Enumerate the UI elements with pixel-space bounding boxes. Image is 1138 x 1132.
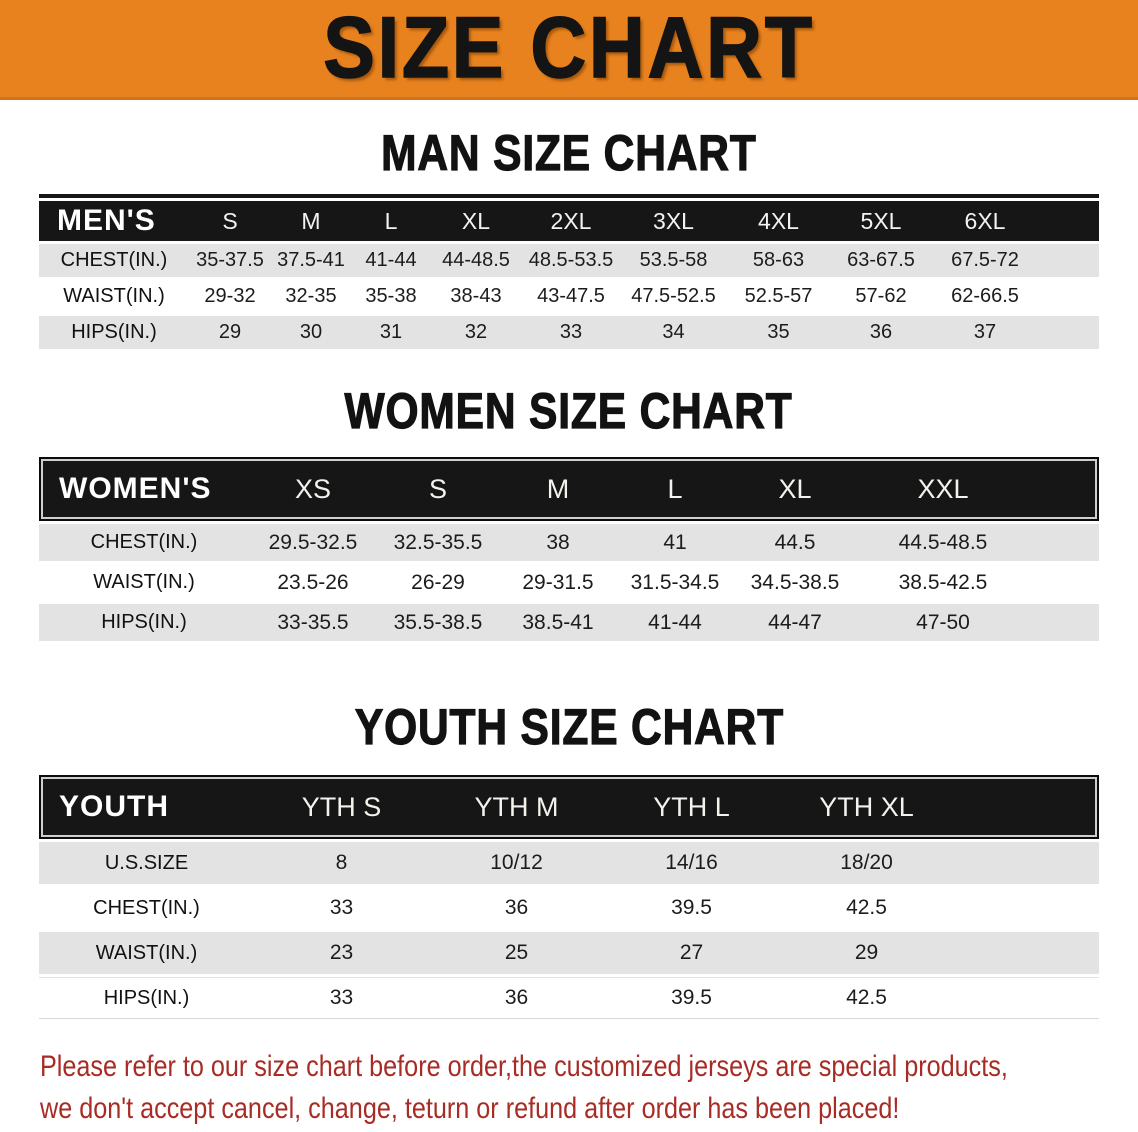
cell: 29-31.5 <box>499 564 617 601</box>
cell: 29 <box>779 932 954 974</box>
women-section-title-text: WOMEN SIZE CHART <box>344 383 794 439</box>
cell: 33 <box>521 316 621 349</box>
women-section-title <box>0 384 1138 438</box>
cell: 14/16 <box>604 842 779 884</box>
cell: 47.5-52.5 <box>621 280 726 313</box>
row-label: CHEST(IN.) <box>39 244 189 277</box>
cell: 18/20 <box>779 842 954 884</box>
spacer-cell <box>1029 564 1099 601</box>
cell: 39.5 <box>604 977 779 1019</box>
cell: 38.5-42.5 <box>857 564 1029 601</box>
cell: 53.5-58 <box>621 244 726 277</box>
table-row <box>39 842 1099 884</box>
cell: 34 <box>621 316 726 349</box>
row-label: HIPS(IN.) <box>39 316 189 349</box>
cell: 36 <box>429 887 604 929</box>
table-row <box>39 316 1099 349</box>
col-header: YTH M <box>429 775 604 839</box>
size-chart-banner <box>0 0 1138 100</box>
cell: 36 <box>831 316 931 349</box>
col-header: L <box>351 201 431 241</box>
youth-section-title-text: YOUTH SIZE CHART <box>354 699 784 755</box>
col-header: M <box>499 457 617 521</box>
cell: 23 <box>254 932 429 974</box>
cell: 26-29 <box>377 564 499 601</box>
cell: 31.5-34.5 <box>617 564 733 601</box>
spacer-cell <box>954 932 1099 974</box>
cell: 43-47.5 <box>521 280 621 313</box>
women-size-table <box>39 454 1099 644</box>
cell: 52.5-57 <box>726 280 831 313</box>
col-header: YTH L <box>604 775 779 839</box>
cell: 58-63 <box>726 244 831 277</box>
cell: 38.5-41 <box>499 604 617 641</box>
cell: 34.5-38.5 <box>733 564 857 601</box>
table-row <box>39 524 1099 561</box>
col-header: XL <box>733 457 857 521</box>
cell: 62-66.5 <box>931 280 1039 313</box>
spacer-cell <box>1039 244 1099 277</box>
cell: 32 <box>431 316 521 349</box>
cell: 48.5-53.5 <box>521 244 621 277</box>
cell: 33 <box>254 977 429 1019</box>
cell: 38 <box>499 524 617 561</box>
cell: 23.5-26 <box>249 564 377 601</box>
row-label: CHEST(IN.) <box>39 887 254 929</box>
col-header: YTH S <box>254 775 429 839</box>
cell: 37.5-41 <box>271 244 351 277</box>
men-section-title-text: MAN SIZE CHART <box>381 125 757 181</box>
cell: 29 <box>189 316 271 349</box>
table-row <box>39 977 1099 1019</box>
col-header: 3XL <box>621 201 726 241</box>
cell: 44.5 <box>733 524 857 561</box>
cell: 36 <box>429 977 604 1019</box>
cell: 35.5-38.5 <box>377 604 499 641</box>
cell: 32.5-35.5 <box>377 524 499 561</box>
men-size-table <box>39 194 1099 352</box>
cell: 35-38 <box>351 280 431 313</box>
youth-size-table <box>39 772 1099 1022</box>
cell: 63-67.5 <box>831 244 931 277</box>
cell: 67.5-72 <box>931 244 1039 277</box>
men-section-title <box>0 126 1138 180</box>
col-header: M <box>271 201 351 241</box>
cell: 39.5 <box>604 887 779 929</box>
cell: 44-47 <box>733 604 857 641</box>
men-table-label: MEN'S <box>39 201 189 241</box>
row-label: HIPS(IN.) <box>39 977 254 1019</box>
cell: 41 <box>617 524 733 561</box>
col-header: XL <box>431 201 521 241</box>
cell: 29.5-32.5 <box>249 524 377 561</box>
spacer-cell <box>954 887 1099 929</box>
spacer-cell <box>1039 280 1099 313</box>
table-row <box>39 932 1099 974</box>
row-label: WAIST(IN.) <box>39 564 249 601</box>
cell: 35-37.5 <box>189 244 271 277</box>
cell: 47-50 <box>857 604 1029 641</box>
cell: 25 <box>429 932 604 974</box>
women-header-row <box>39 457 1099 521</box>
table-row <box>39 280 1099 313</box>
cell: 57-62 <box>831 280 931 313</box>
table-row <box>39 887 1099 929</box>
table-row <box>39 244 1099 277</box>
cell: 32-35 <box>271 280 351 313</box>
col-header: YTH XL <box>779 775 954 839</box>
table-row <box>39 604 1099 641</box>
row-label: HIPS(IN.) <box>39 604 249 641</box>
col-header: S <box>377 457 499 521</box>
spacer-cell <box>1039 316 1099 349</box>
cell: 41-44 <box>617 604 733 641</box>
row-label: U.S.SIZE <box>39 842 254 884</box>
cell: 30 <box>271 316 351 349</box>
youth-table-label: YOUTH <box>39 775 254 839</box>
cell: 44-48.5 <box>431 244 521 277</box>
cell: 33-35.5 <box>249 604 377 641</box>
cell: 37 <box>931 316 1039 349</box>
cell: 33 <box>254 887 429 929</box>
col-header: L <box>617 457 733 521</box>
col-header: XS <box>249 457 377 521</box>
cell: 27 <box>604 932 779 974</box>
cell: 8 <box>254 842 429 884</box>
spacer-cell <box>954 842 1099 884</box>
cell: 10/12 <box>429 842 604 884</box>
col-header: 2XL <box>521 201 621 241</box>
cell: 42.5 <box>779 977 954 1019</box>
youth-section-title <box>0 700 1138 754</box>
row-label: WAIST(IN.) <box>39 932 254 974</box>
disclaimer <box>40 1046 1138 1130</box>
cell: 35 <box>726 316 831 349</box>
cell: 44.5-48.5 <box>857 524 1029 561</box>
col-header: 6XL <box>931 201 1039 241</box>
disclaimer-line-1: Please refer to our size chart before order,the customized jerseys are special products, <box>40 1050 1008 1083</box>
row-label: CHEST(IN.) <box>39 524 249 561</box>
col-header: 4XL <box>726 201 831 241</box>
banner-title: SIZE CHART <box>323 0 815 96</box>
youth-header-row <box>39 775 1099 839</box>
spacer-cell <box>954 775 1099 839</box>
disclaimer-line-2: we don't accept cancel, change, teturn or refund after order has been placed! <box>40 1092 900 1125</box>
cell: 42.5 <box>779 887 954 929</box>
col-header: S <box>189 201 271 241</box>
row-label: WAIST(IN.) <box>39 280 189 313</box>
cell: 31 <box>351 316 431 349</box>
cell: 38-43 <box>431 280 521 313</box>
men-header-row <box>39 201 1099 241</box>
col-header: 5XL <box>831 201 931 241</box>
cell: 41-44 <box>351 244 431 277</box>
col-header: XXL <box>857 457 1029 521</box>
women-table-label: WOMEN'S <box>39 457 249 521</box>
spacer-cell <box>954 977 1099 1019</box>
spacer-cell <box>1029 524 1099 561</box>
spacer-cell <box>1029 457 1099 521</box>
spacer-cell <box>1029 604 1099 641</box>
spacer-cell <box>1039 201 1099 241</box>
cell: 29-32 <box>189 280 271 313</box>
table-row <box>39 564 1099 601</box>
